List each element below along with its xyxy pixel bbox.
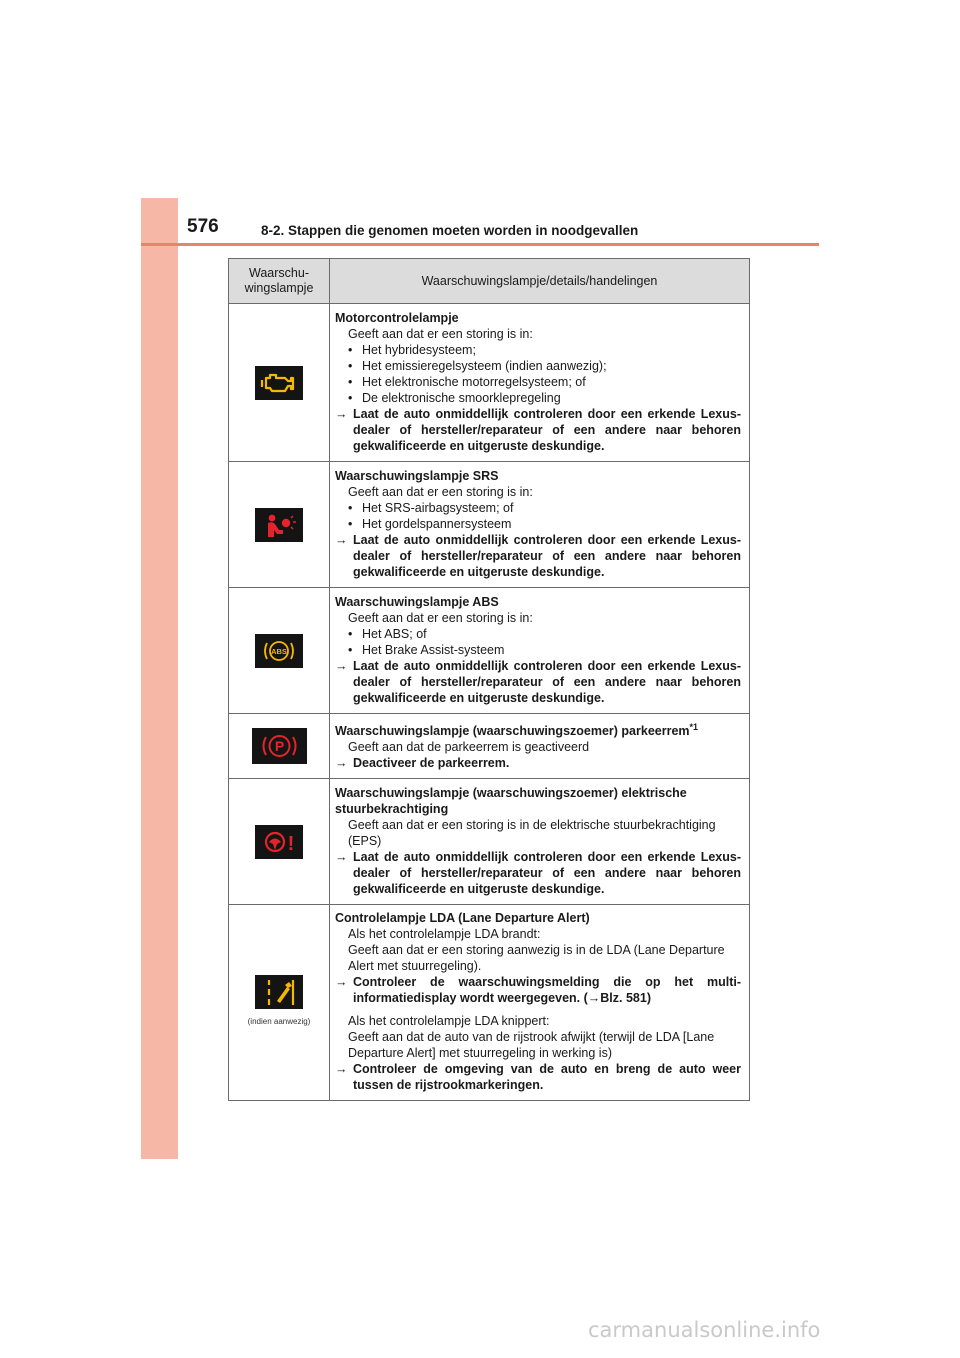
svg-text:!: ! xyxy=(287,832,295,855)
table-row xyxy=(229,905,750,1101)
column-header-lamp: Waarschu- wingslampje xyxy=(229,259,330,304)
row-title: Waarschuwingslampje SRS xyxy=(335,468,499,483)
list-item: • De elektronische smoorklepregeling xyxy=(335,390,741,406)
abs-icon xyxy=(255,634,303,668)
row-intro: Geeft aan dat de parkeerrem is geactiveerd xyxy=(348,740,590,755)
icon-note: (indien aanwezig) xyxy=(247,1017,311,1027)
list-item: • Het hybridesysteem; xyxy=(335,342,741,358)
svg-text:ABS: ABS xyxy=(271,646,287,656)
row-action: → Controleer de omgeving van de auto en breng de auto weer tussen de rijstrookmarkeringen. xyxy=(335,1061,741,1093)
row-action: → Laat de auto onmiddellijk controleren door een erkende Lexus-dealer of hersteller/reparateur of een andere naar behoren gekwalificeerde en uitgeruste deskundige. xyxy=(335,849,741,897)
table-row xyxy=(229,304,750,462)
row-title: Waarschuwingslampje ABS xyxy=(335,594,499,609)
list-item: • Het emissieregelsysteem (indien aanwezig); xyxy=(335,358,741,374)
airbag-icon xyxy=(255,508,303,542)
row-title: Waarschuwingslampje (waarschuwingszoemer) elektrische stuurbekrachtiging xyxy=(335,785,687,816)
chapter-side-tab xyxy=(141,198,178,1159)
row-intro: Geeft aan dat er een storing is in de elektrische stuurbekrachtiging (EPS) xyxy=(348,817,716,848)
list-item: • Het elektronische motorregelsysteem; of xyxy=(335,374,741,390)
section-title: 8-2. Stappen die genomen moeten worden in noodgevallen xyxy=(261,223,639,238)
row-intro: Geeft aan dat er een storing is in: xyxy=(348,484,533,499)
power-steering-icon xyxy=(255,825,303,859)
list-item: • Het Brake Assist-systeem xyxy=(335,642,741,658)
row-action: → Laat de auto onmiddellijk controleren door een erkende Lexus-dealer of hersteller/reparateur of een andere naar behoren gekwalificeerde en uitgeruste deskundige. xyxy=(335,406,741,454)
footnote-marker: *1 xyxy=(689,722,699,732)
table-row xyxy=(229,779,750,905)
row-intro: Geeft aan dat er een storing aanwezig is in de LDA (Lane Departure Alert met stuurregeling). xyxy=(348,943,725,974)
watermark: carmanualsonline.info xyxy=(588,1318,821,1342)
header-rule xyxy=(141,243,819,246)
table-row xyxy=(229,462,750,588)
row-intro: Geeft aan dat de auto van de rijstrook afwijkt (terwijl de LDA [Lane Departure Alert] met stuurregeling in werking is) xyxy=(348,1030,715,1061)
list-item: • Het SRS-airbagsysteem; of xyxy=(335,500,741,516)
row-title: Controlelampje LDA (Lane Departure Alert) xyxy=(335,911,590,926)
row-intro: Geeft aan dat er een storing is in: xyxy=(348,326,533,341)
row-action: → Laat de auto onmiddellijk controleren door een erkende Lexus-dealer of hersteller/reparateur of een andere naar behoren gekwalificeerde en uitgeruste deskundige. xyxy=(335,658,741,706)
list-item: • Het gordelspannersysteem xyxy=(335,516,741,532)
case-heading: Als het controlelampje LDA knippert: xyxy=(348,1014,550,1029)
table-row xyxy=(229,714,750,779)
warning-lights-table xyxy=(228,258,750,1101)
row-action: → Controleer de waarschuwingsmelding die op het multi-informatiedisplay wordt weergegeven. (→Blz. 581) xyxy=(335,974,741,1006)
lane-departure-icon xyxy=(255,975,303,1009)
case-heading: Als het controlelampje LDA brandt: xyxy=(348,927,541,942)
column-header-details: Waarschuwingslampje/details/handelingen xyxy=(330,259,750,304)
row-title: Waarschuwingslampje (waarschuwingszoemer) parkeerrem$^{*1}$ xyxy=(335,722,699,739)
list-item: • Het ABS; of xyxy=(335,626,741,642)
svg-text:P: P xyxy=(274,738,284,755)
row-action: → Laat de auto onmiddellijk controleren door een erkende Lexus-dealer of hersteller/reparateur of een andere naar behoren gekwalificeerde en uitgeruste deskundige. xyxy=(335,532,741,580)
engine-icon xyxy=(255,366,303,400)
row-intro: Geeft aan dat er een storing is in: xyxy=(348,610,533,625)
page-number: 576 xyxy=(187,216,219,237)
table-header-row xyxy=(229,259,750,304)
table-row xyxy=(229,588,750,714)
row-action: → Deactiveer de parkeerrem. xyxy=(335,755,741,771)
row-title: Motorcontrolelampje xyxy=(335,310,459,325)
parking-brake-icon xyxy=(252,728,307,764)
